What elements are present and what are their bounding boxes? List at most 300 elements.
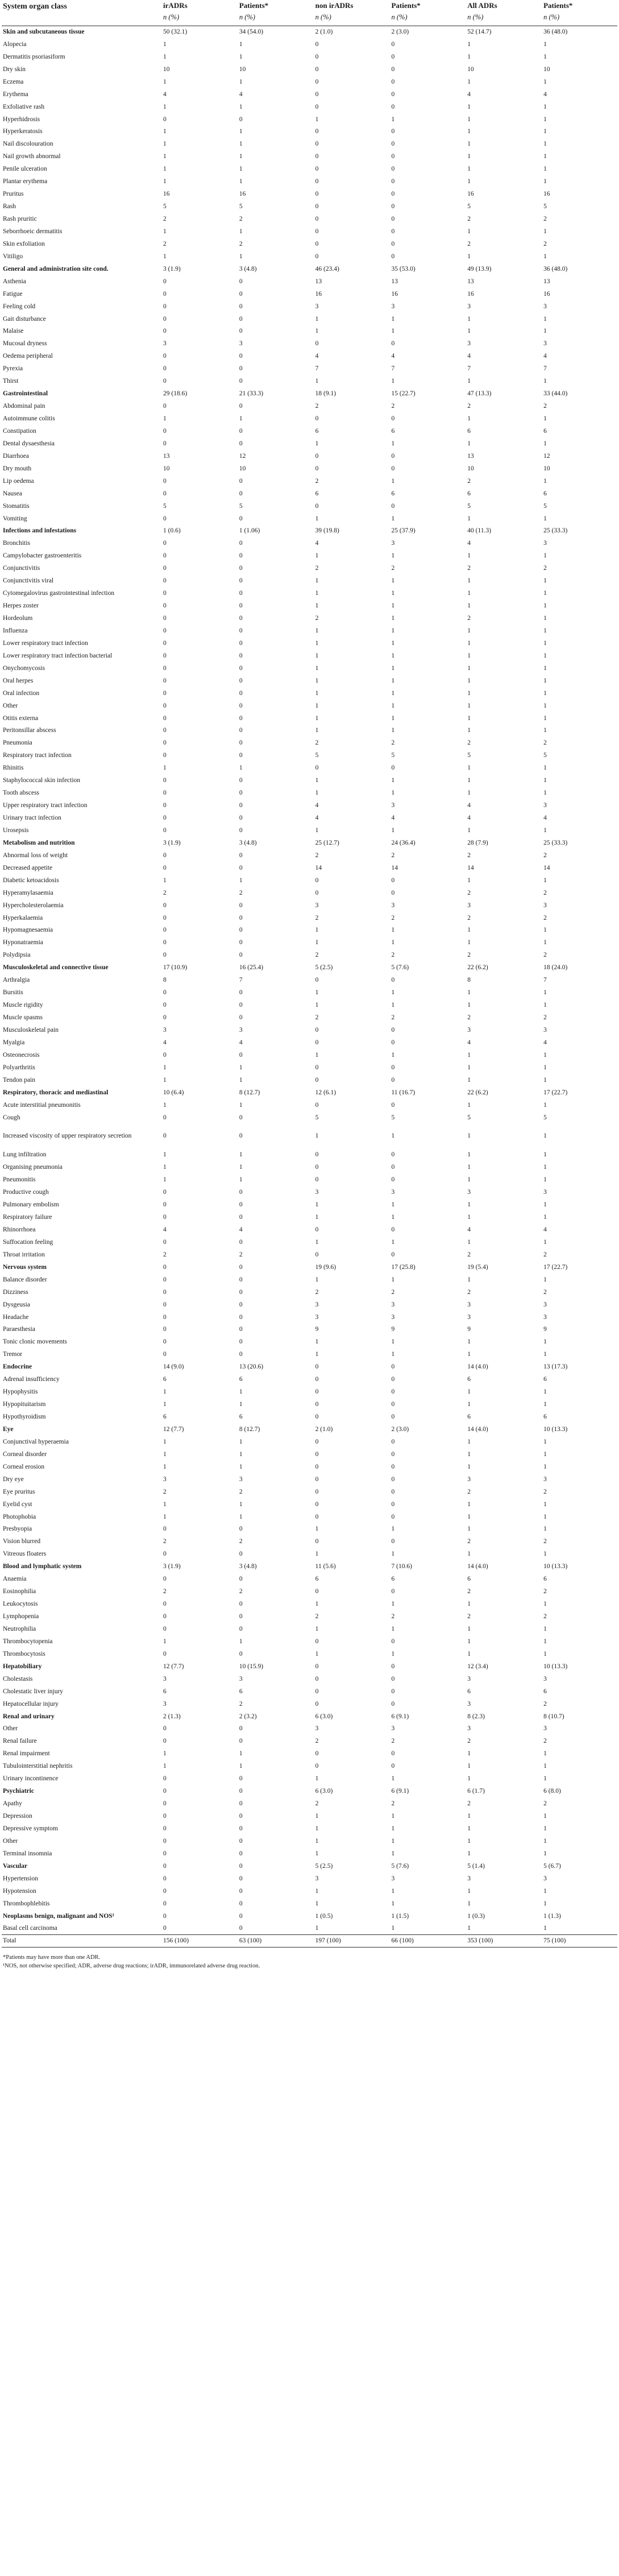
table-row — [2, 1373, 617, 1386]
row-value: 0 — [163, 1238, 167, 1246]
row-value: 0 — [391, 1101, 395, 1109]
row-label: Adrenal insufficiency — [3, 1376, 60, 1383]
row-value: 0 — [163, 278, 167, 285]
row-value: 5 — [467, 752, 471, 759]
row-value: 2 — [543, 1288, 547, 1296]
row-value: 49 (13.9) — [467, 265, 492, 272]
table-row — [2, 1074, 617, 1086]
row-value: 1 — [315, 1837, 319, 1845]
row-value: 0 — [239, 1837, 243, 1845]
row-value: 0 — [315, 203, 319, 210]
row-value: 18 (9.1) — [315, 390, 336, 398]
table-row — [2, 1698, 617, 1710]
row-value: 0 — [163, 403, 167, 410]
row-value: 17 (10.9) — [163, 964, 188, 971]
row-value: 0 — [391, 53, 395, 60]
row-value: 1 — [163, 78, 167, 85]
table-row — [2, 1635, 617, 1648]
table-row — [2, 1598, 617, 1610]
row-label: Terminal insomnia — [3, 1850, 52, 1857]
row-label: Tremor — [3, 1351, 23, 1358]
row-label: Apathy — [3, 1800, 22, 1808]
row-value: 2 — [467, 565, 471, 572]
row-value: 1 — [391, 328, 395, 335]
row-value: 1 — [543, 677, 547, 684]
row-value: 1 — [543, 128, 547, 135]
row-value: 1 — [467, 140, 471, 148]
row-value: 2 — [391, 403, 395, 410]
row-value: 1 — [543, 1887, 547, 1895]
table-row — [2, 974, 617, 986]
table-row — [2, 175, 617, 188]
row-value: 2 — [239, 889, 243, 896]
row-value: 0 — [163, 1788, 167, 1795]
row-value: 0 — [239, 1351, 243, 1358]
row-value: 0 — [163, 1132, 167, 1140]
row-value: 1 — [467, 989, 471, 997]
row-label: Urosepsis — [3, 826, 29, 834]
row-value: 2 — [315, 1613, 319, 1620]
row-value: 1 — [467, 440, 471, 447]
row-value: 12 — [543, 452, 550, 460]
table-row — [2, 1186, 617, 1198]
row-value: 1 — [239, 1500, 243, 1508]
table-row — [2, 1198, 617, 1211]
row-value: 0 — [391, 240, 395, 247]
row-value: 1 — [543, 1438, 547, 1445]
row-label: Tooth abscess — [3, 789, 40, 797]
row-value: 4 — [315, 540, 319, 547]
row-value: 0 — [391, 1475, 395, 1483]
row-value: 1 — [391, 577, 395, 585]
row-value: 0 — [239, 315, 243, 322]
row-value: 6 — [467, 427, 471, 435]
table-row — [2, 936, 617, 949]
row-value: 9 — [391, 1326, 395, 1333]
row-value: 3 — [467, 340, 471, 348]
table-row — [2, 774, 617, 787]
row-label: Vomiting — [3, 515, 27, 522]
row-value: 1 — [467, 515, 471, 522]
row-value: 1 — [239, 1638, 243, 1645]
row-label: Alopecia — [3, 40, 27, 48]
row-value: 0 — [163, 1650, 167, 1657]
row-value: 0 — [315, 253, 319, 260]
row-value: 5 — [391, 1114, 395, 1121]
row-value: 0 — [391, 40, 395, 48]
row-value: 0 — [239, 552, 243, 560]
row-value: 0 — [163, 702, 167, 709]
row-value: 2 — [543, 1014, 547, 1022]
row-value: 1 — [315, 727, 319, 734]
row-value: 2 — [163, 240, 167, 247]
table-row — [2, 1735, 617, 1747]
row-label: Pneumonitis — [3, 1176, 36, 1184]
row-value: 25 (33.3) — [543, 839, 568, 846]
row-value: 1 — [163, 1388, 167, 1396]
row-value: 0 — [163, 664, 167, 672]
row-value: 0 — [315, 1039, 319, 1046]
row-value: 4 — [543, 814, 547, 822]
row-value: 3 — [391, 1301, 395, 1308]
row-value: 1 — [467, 40, 471, 48]
row-value: 0 — [315, 1463, 319, 1470]
row-value: 7 — [391, 365, 395, 373]
table-row — [2, 1311, 617, 1324]
row-value: 40 (11.3) — [467, 527, 492, 535]
row-value: 0 — [315, 1026, 319, 1033]
row-value: 0 — [391, 1363, 395, 1371]
row-value: 1 — [467, 590, 471, 597]
adr-table — [2, 0, 617, 1947]
row-value: 1 — [163, 53, 167, 60]
row-value: 1 — [163, 764, 167, 772]
row-value: 4 — [315, 814, 319, 822]
row-value: 1 — [391, 1650, 395, 1657]
table-row — [2, 375, 617, 387]
row-value: 2 — [391, 1288, 395, 1296]
row-value: 1 — [239, 103, 243, 110]
row-value: 0 — [315, 764, 319, 772]
row-value: 1 — [467, 153, 471, 160]
row-value: 6 — [467, 1376, 471, 1383]
table-row — [2, 1286, 617, 1299]
row-value: 3 — [315, 1301, 319, 1308]
row-value: 1 — [239, 128, 243, 135]
row-value: 4 — [543, 90, 547, 98]
row-label: Vision blurred — [3, 1538, 41, 1545]
row-value: 2 — [543, 914, 547, 921]
row-value: 0 — [163, 1014, 167, 1022]
row-value: 1 — [543, 1638, 547, 1645]
row-value: 1 — [315, 939, 319, 946]
row-label: Bronchitis — [3, 540, 30, 547]
row-label: Vitreous floaters — [3, 1550, 47, 1558]
table-row — [2, 1747, 617, 1760]
table-row — [2, 1386, 617, 1398]
row-value: 2 (3.0) — [391, 28, 409, 36]
row-value: 1 — [391, 789, 395, 797]
row-value: 8 — [163, 977, 167, 984]
header-col-4 — [389, 0, 465, 26]
table-row — [2, 562, 617, 574]
row-value: 14 — [543, 864, 550, 871]
row-value: 1 — [543, 515, 547, 522]
row-value: 1 — [315, 440, 319, 447]
row-value: 0 — [163, 802, 167, 809]
row-label: Lymphopenia — [3, 1613, 39, 1620]
table-row — [2, 1835, 617, 1847]
row-value: 1 — [315, 664, 319, 672]
row-value: 1 — [163, 1101, 167, 1109]
row-value: 6 (9.1) — [391, 1713, 409, 1720]
row-label: Constipation — [3, 427, 36, 435]
row-value: 2 — [543, 952, 547, 959]
row-value: 1 — [467, 1850, 471, 1857]
row-value: 0 — [163, 515, 167, 522]
row-value: 1 — [467, 53, 471, 60]
row-label: Hepatobiliary — [3, 1663, 42, 1670]
row-value: 1 — [543, 1650, 547, 1657]
row-value: 1 — [467, 727, 471, 734]
row-value: 1 — [315, 602, 319, 610]
row-value: 0 — [239, 639, 243, 647]
table-row-total — [2, 1934, 617, 1947]
row-value: 1 — [239, 764, 243, 772]
row-value: 0 — [239, 440, 243, 447]
row-value: 0 — [163, 1775, 167, 1783]
table-row — [2, 700, 617, 712]
row-value: 0 — [239, 927, 243, 934]
row-label: Tonic clonic movements — [3, 1338, 67, 1346]
row-value: 0 — [163, 902, 167, 909]
row-value: 2 — [467, 216, 471, 223]
row-value: 0 — [315, 1500, 319, 1508]
row-value: 1 — [467, 714, 471, 722]
table-row — [2, 76, 617, 88]
row-value: 0 — [239, 1875, 243, 1882]
row-value: 0 — [163, 1738, 167, 1745]
row-value: 1 — [391, 1338, 395, 1346]
row-value: 1 — [467, 1276, 471, 1283]
table-row — [2, 1299, 617, 1311]
row-label: Asthenia — [3, 278, 26, 285]
row-value: 0 — [315, 465, 319, 472]
row-value: 6 — [467, 1413, 471, 1421]
row-value: 1 — [467, 1650, 471, 1657]
row-value: 1 — [239, 140, 243, 148]
row-value: 5 — [543, 203, 547, 210]
row-value: 6 (3.0) — [315, 1788, 333, 1795]
row-value: 0 — [163, 1114, 167, 1121]
table-row — [2, 412, 617, 425]
row-value: 1 — [543, 1201, 547, 1209]
row-value: 5 — [543, 502, 547, 510]
row-value: 0 — [163, 1837, 167, 1845]
row-value: 0 — [391, 1488, 395, 1495]
row-value: 6 — [163, 1376, 167, 1383]
row-value: 0 — [163, 1276, 167, 1283]
row-value: 0 — [315, 1413, 319, 1421]
row-value: 6 (9.1) — [391, 1788, 409, 1795]
row-value: 6 — [543, 1376, 547, 1383]
row-value: 2 — [543, 1700, 547, 1707]
row-value: 0 — [391, 1151, 395, 1159]
row-value: 3 — [239, 1675, 243, 1682]
row-value: 1 — [315, 677, 319, 684]
row-value: 17 (22.7) — [543, 1263, 568, 1271]
row-value: 12 (3.4) — [467, 1663, 488, 1670]
row-value: 6 — [543, 427, 547, 435]
row-value: 0 — [239, 353, 243, 360]
row-value: 0 — [315, 1488, 319, 1495]
row-value: 1 — [163, 1076, 167, 1084]
row-value: 2 — [543, 1588, 547, 1595]
row-value: 3 — [543, 1725, 547, 1733]
row-value: 1 — [543, 328, 547, 335]
row-value: 0 — [315, 1401, 319, 1408]
row-value: 1 — [543, 1925, 547, 1932]
row-value: 3 — [315, 902, 319, 909]
row-value: 2 — [467, 615, 471, 622]
row-label: Hyperkalaemia — [3, 914, 43, 921]
table-row — [2, 1535, 617, 1548]
row-value: 6 (1.7) — [467, 1788, 485, 1795]
table-row — [2, 250, 617, 263]
table-body — [2, 26, 617, 1947]
row-value: 1 — [391, 477, 395, 485]
row-value: 2 — [239, 240, 243, 247]
row-value: 1 — [315, 1214, 319, 1221]
row-value: 0 — [163, 677, 167, 684]
row-value: 10 (13.3) — [543, 1563, 568, 1570]
row-value: 4 — [239, 90, 243, 98]
table-row — [2, 737, 617, 749]
row-value: 0 — [163, 1725, 167, 1733]
row-value: 0 — [391, 1176, 395, 1184]
row-value: 1 — [391, 727, 395, 734]
table-row-group — [2, 263, 617, 275]
row-label: Dizziness — [3, 1288, 28, 1296]
row-value: 0 — [391, 216, 395, 223]
row-value: 1 — [467, 1525, 471, 1533]
row-value: 0 — [163, 1313, 167, 1321]
row-value: 2 — [391, 1738, 395, 1745]
row-label: Erythema — [3, 90, 28, 98]
row-value: 0 — [239, 689, 243, 697]
row-value: 52 (14.7) — [467, 28, 492, 36]
table-header — [2, 0, 617, 26]
row-value: 156 (100) — [161, 1934, 237, 1947]
row-label: Penile ulceration — [3, 166, 47, 173]
row-label: Oral infection — [3, 689, 40, 697]
table-row-group — [2, 387, 617, 400]
row-value: 0 — [391, 452, 395, 460]
table-row — [2, 188, 617, 200]
row-value: 1 — [315, 552, 319, 560]
row-label: Hypertension — [3, 1875, 38, 1882]
row-value: 1 — [467, 1151, 471, 1159]
table-row-group — [2, 26, 617, 38]
row-value: 2 — [543, 216, 547, 223]
row-value: 2 — [391, 739, 395, 747]
row-value: 1 — [467, 166, 471, 173]
row-value: 0 — [163, 1625, 167, 1632]
row-value: 0 — [391, 253, 395, 260]
row-value: 35 (53.0) — [391, 265, 416, 272]
row-value: 0 — [239, 1601, 243, 1608]
row-value: 3 — [543, 340, 547, 348]
row-value: 0 — [391, 1413, 395, 1421]
row-label: Increased viscosity of upper respiratory secretion — [3, 1132, 132, 1139]
row-label: Vascular — [3, 1862, 28, 1870]
row-value: 0 — [163, 1201, 167, 1209]
row-value: 0 — [315, 240, 319, 247]
row-value: 14 (4.0) — [467, 1425, 488, 1433]
table-row — [2, 949, 617, 961]
row-value: 0 — [163, 577, 167, 585]
row-label: Throat irritation — [3, 1251, 45, 1258]
row-value: 0 — [239, 590, 243, 597]
row-value: 1 — [467, 639, 471, 647]
row-value: 2 — [391, 952, 395, 959]
row-label: Hypophysitis — [3, 1388, 38, 1396]
row-label: Muscle rigidity — [3, 1002, 43, 1009]
row-value: 1 — [391, 1238, 395, 1246]
row-value: 0 — [239, 989, 243, 997]
row-value: 0 — [239, 378, 243, 385]
row-value: 0 — [391, 1700, 395, 1707]
row-value: 1 — [543, 664, 547, 672]
row-value: 1 — [543, 590, 547, 597]
row-value: 1 — [315, 639, 319, 647]
row-value: 1 — [543, 1463, 547, 1470]
row-value: 6 — [467, 1576, 471, 1583]
row-value: 0 — [163, 814, 167, 822]
row-label: Muscle spasms — [3, 1014, 43, 1022]
row-value: 2 — [391, 1613, 395, 1620]
row-value: 0 — [163, 752, 167, 759]
row-value: 0 — [315, 1064, 319, 1071]
row-label: Cholestatic liver injury — [3, 1688, 64, 1695]
row-value: 1 — [391, 927, 395, 934]
row-value: 0 — [163, 427, 167, 435]
row-value: 14 — [467, 864, 474, 871]
row-value: 1 — [163, 228, 167, 235]
row-value: 7 (10.6) — [391, 1563, 412, 1570]
row-value: 0 — [239, 714, 243, 722]
row-value: 1 — [163, 1763, 167, 1770]
row-value: 1 — [163, 140, 167, 148]
table-row — [2, 612, 617, 625]
row-value: 3 — [239, 1475, 243, 1483]
row-value: 5 (1.4) — [467, 1862, 485, 1870]
row-value: 1 — [315, 1002, 319, 1009]
row-value: 0 — [163, 1288, 167, 1296]
row-value: 2 — [543, 403, 547, 410]
row-value: 3 — [391, 1189, 395, 1196]
table-row — [2, 1673, 617, 1685]
row-label: Tubulointerstitial nephritis — [3, 1763, 73, 1770]
row-label: Otitis externa — [3, 714, 39, 722]
row-value: 0 — [391, 1039, 395, 1046]
row-value: 2 — [543, 565, 547, 572]
row-label: Polydipsia — [3, 952, 31, 959]
row-label: Balance disorder — [3, 1276, 47, 1283]
row-value: 1 — [467, 1500, 471, 1508]
row-value: 3 — [391, 1875, 395, 1882]
row-value: 1 — [543, 1076, 547, 1084]
row-value: 1 — [467, 702, 471, 709]
table-row — [2, 500, 617, 512]
row-value: 0 — [239, 1263, 243, 1271]
row-label: Acute interstitial pneumonitis — [3, 1101, 81, 1109]
row-value: 1 — [467, 602, 471, 610]
row-value: 33 (44.0) — [543, 390, 568, 398]
row-value: 1 — [239, 1750, 243, 1758]
row-value: 1 — [315, 328, 319, 335]
row-label: Blood and lymphatic system — [3, 1563, 82, 1570]
row-value: 0 — [239, 677, 243, 684]
row-value: 0 — [163, 1850, 167, 1857]
row-value: 9 — [543, 1326, 547, 1333]
row-value: 0 — [391, 1588, 395, 1595]
row-label: Skin exfoliation — [3, 240, 45, 247]
row-label: Bursitis — [3, 989, 23, 997]
row-value: 1 — [391, 677, 395, 684]
row-label: Exfoliative rash — [3, 103, 45, 110]
row-label: Renal impairment — [3, 1750, 50, 1758]
